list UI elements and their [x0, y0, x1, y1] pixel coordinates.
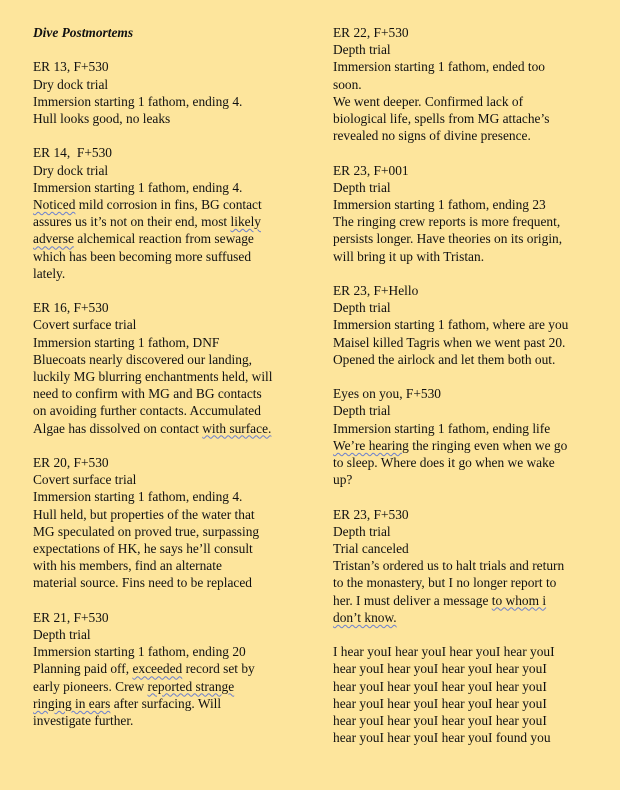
- entry-line: Immersion starting 1 fathom, DNF: [33, 334, 220, 350]
- log-entry: [333, 24, 597, 144]
- entry-line: Depth trial: [333, 42, 391, 58]
- entry-date: ER 23, F+001: [333, 162, 409, 178]
- chant-line: hear youI hear youI hear youI found you: [333, 730, 551, 746]
- entry-line: Immersion starting 1 fathom, ending 4.: [33, 179, 243, 195]
- entry-line: Algae has dissolved on contact with surface.: [33, 420, 272, 436]
- entry-line: Immersion starting 1 fathom, ending 23: [333, 197, 546, 213]
- entry-line: Hull held, but properties of the water that: [33, 506, 255, 522]
- entry-line: Immersion starting 1 fathom, ending life: [333, 420, 551, 436]
- entry-line: which has been becoming more suffused: [33, 248, 252, 264]
- entry-line: Immersion starting 1 fathom, ending 4.: [33, 93, 243, 109]
- entry-line: early pioneers. Crew reported strange: [33, 678, 235, 694]
- entry-line: material source. Fins need to be replaced: [33, 575, 252, 591]
- log-entry: [333, 282, 597, 368]
- entry-line: to the monastery, but I no longer report to: [333, 575, 557, 591]
- entry-line: MG speculated on proved true, surpassing: [33, 523, 260, 539]
- entry-line: her. I must deliver a message to whom i: [333, 592, 547, 608]
- entry-line: Noticed mild corrosion in fins, BG contact: [33, 197, 262, 212]
- entry-line: We’re hearing the ringing even when we go: [333, 437, 568, 453]
- entry-line: persists longer. Have theories on its origin,: [333, 231, 563, 247]
- entry-line: assures us it’s not on their end, most likely: [33, 214, 261, 230]
- entry-line: soon.: [333, 76, 362, 92]
- spellcheck-underline: don’t know.: [333, 609, 397, 625]
- entry-line: luckily MG blurring enchantments held, will: [33, 369, 273, 385]
- spellcheck-underline: ringing in ears: [33, 695, 111, 711]
- entry-line: Depth trial: [333, 523, 391, 539]
- page-title: Dive Postmortems: [33, 25, 134, 40]
- entry-date: ER 23, F+530: [333, 506, 409, 522]
- entry-line: expectations of HK, he says he’ll consult: [33, 541, 253, 557]
- spellcheck-underline: exceeded: [132, 661, 183, 677]
- entry-line: need to confirm with MG and BG contacts: [33, 386, 262, 402]
- right-column: [333, 24, 597, 746]
- chant-line: hear youI hear youI hear youI hear youI: [333, 678, 547, 694]
- spellcheck-underline: to whom i: [491, 592, 547, 608]
- entry-line: We went deeper. Confirmed lack of: [333, 93, 524, 109]
- entry-date: ER 14, F+530: [33, 145, 112, 161]
- entry-line: Covert surface trial: [33, 317, 137, 333]
- entry-line: Trial canceled: [333, 541, 409, 557]
- entry-line: Dry dock trial: [33, 76, 109, 92]
- entry-line: Covert surface trial: [33, 472, 137, 488]
- entry-line: lately.: [33, 265, 66, 281]
- entry-date: ER 16, F+530: [33, 300, 109, 316]
- log-entry: [33, 609, 297, 729]
- entry-date: ER 13, F+530: [33, 59, 109, 75]
- entry-line: Immersion starting 1 fathom, where are you: [333, 317, 569, 333]
- entry-line: adverse alchemical reaction from sewage: [33, 231, 254, 247]
- left-entries: [33, 58, 297, 729]
- entry-line: Bluecoats nearly discovered our landing,: [33, 351, 253, 367]
- entry-line: up?: [333, 472, 353, 488]
- entry-date: ER 22, F+530: [333, 25, 409, 40]
- entry-line: Immersion starting 1 fathom, ending 4.: [33, 489, 243, 505]
- log-entry: [33, 144, 297, 282]
- log-entry: [33, 454, 297, 592]
- right-entries: [333, 24, 597, 626]
- entry-date: Eyes on you, F+530: [333, 386, 441, 402]
- left-column: [33, 24, 297, 746]
- entry-line: Opened the airlock and let them both out.: [333, 351, 556, 367]
- entry-line: biological life, spells from MG attache’s: [333, 111, 550, 127]
- entry-line: [333, 609, 597, 626]
- entry-line: on avoiding further contacts. Accumulated: [33, 403, 261, 419]
- spellcheck-underline: Noticed: [33, 197, 76, 212]
- spellcheck-underline: likely: [230, 214, 261, 230]
- entry-line: Dry dock trial: [33, 162, 109, 178]
- entry-line: Maisel killed Tagris when we went past 20.: [333, 334, 566, 350]
- log-entry: [333, 385, 597, 488]
- entry-line: to sleep. Where does it go when we wake: [333, 455, 555, 471]
- chant-line: hear youI hear youI hear youI hear youI: [333, 713, 547, 729]
- entry-line: Immersion starting 1 fathom, ending 20: [33, 644, 246, 660]
- entry-date: ER 23, F+Hello: [333, 283, 419, 299]
- chant-line: hear youI hear youI hear youI hear youI: [333, 661, 547, 677]
- spellcheck-underline: with surface.: [202, 420, 272, 436]
- entry-line: Depth trial: [333, 300, 391, 316]
- log-entry: [333, 506, 597, 626]
- entry-line: ringing in ears after surfacing. Will: [33, 695, 222, 711]
- entry-line: Depth trial: [33, 627, 91, 643]
- entry-line: Depth trial: [333, 403, 391, 419]
- spellcheck-underline: adverse: [33, 231, 74, 247]
- entry-line: Tristan’s ordered us to halt trials and return: [333, 558, 565, 574]
- entry-line: The ringing crew reports is more frequent,: [333, 214, 561, 230]
- entry-line: with his members, find an alternate: [33, 558, 222, 574]
- entry-line: Depth trial: [333, 179, 391, 195]
- log-entry: [33, 299, 297, 437]
- chant-block: [333, 643, 597, 746]
- spellcheck-underline: We’re hearing: [333, 437, 409, 453]
- entry-line: Hull looks good, no leaks: [33, 111, 171, 126]
- entry-line: revealed no signs of divine presence.: [333, 128, 531, 144]
- entry-date: ER 21, F+530: [33, 609, 109, 625]
- chant-line: I hear youI hear youI hear youI hear youI: [333, 644, 555, 660]
- entry-date: ER 20, F+530: [33, 455, 109, 471]
- spellcheck-underline: reported strange: [147, 678, 235, 694]
- log-entry: [33, 58, 297, 127]
- entry-line: Planning paid off, exceeded record set by: [33, 661, 255, 677]
- entry-line: will bring it up with Tristan.: [333, 248, 485, 264]
- entry-line: Immersion starting 1 fathom, ended too: [333, 59, 545, 75]
- log-entry: [333, 162, 597, 265]
- entry-line: investigate further.: [33, 713, 134, 729]
- chant-line: hear youI hear youI hear youI hear youI: [333, 695, 547, 711]
